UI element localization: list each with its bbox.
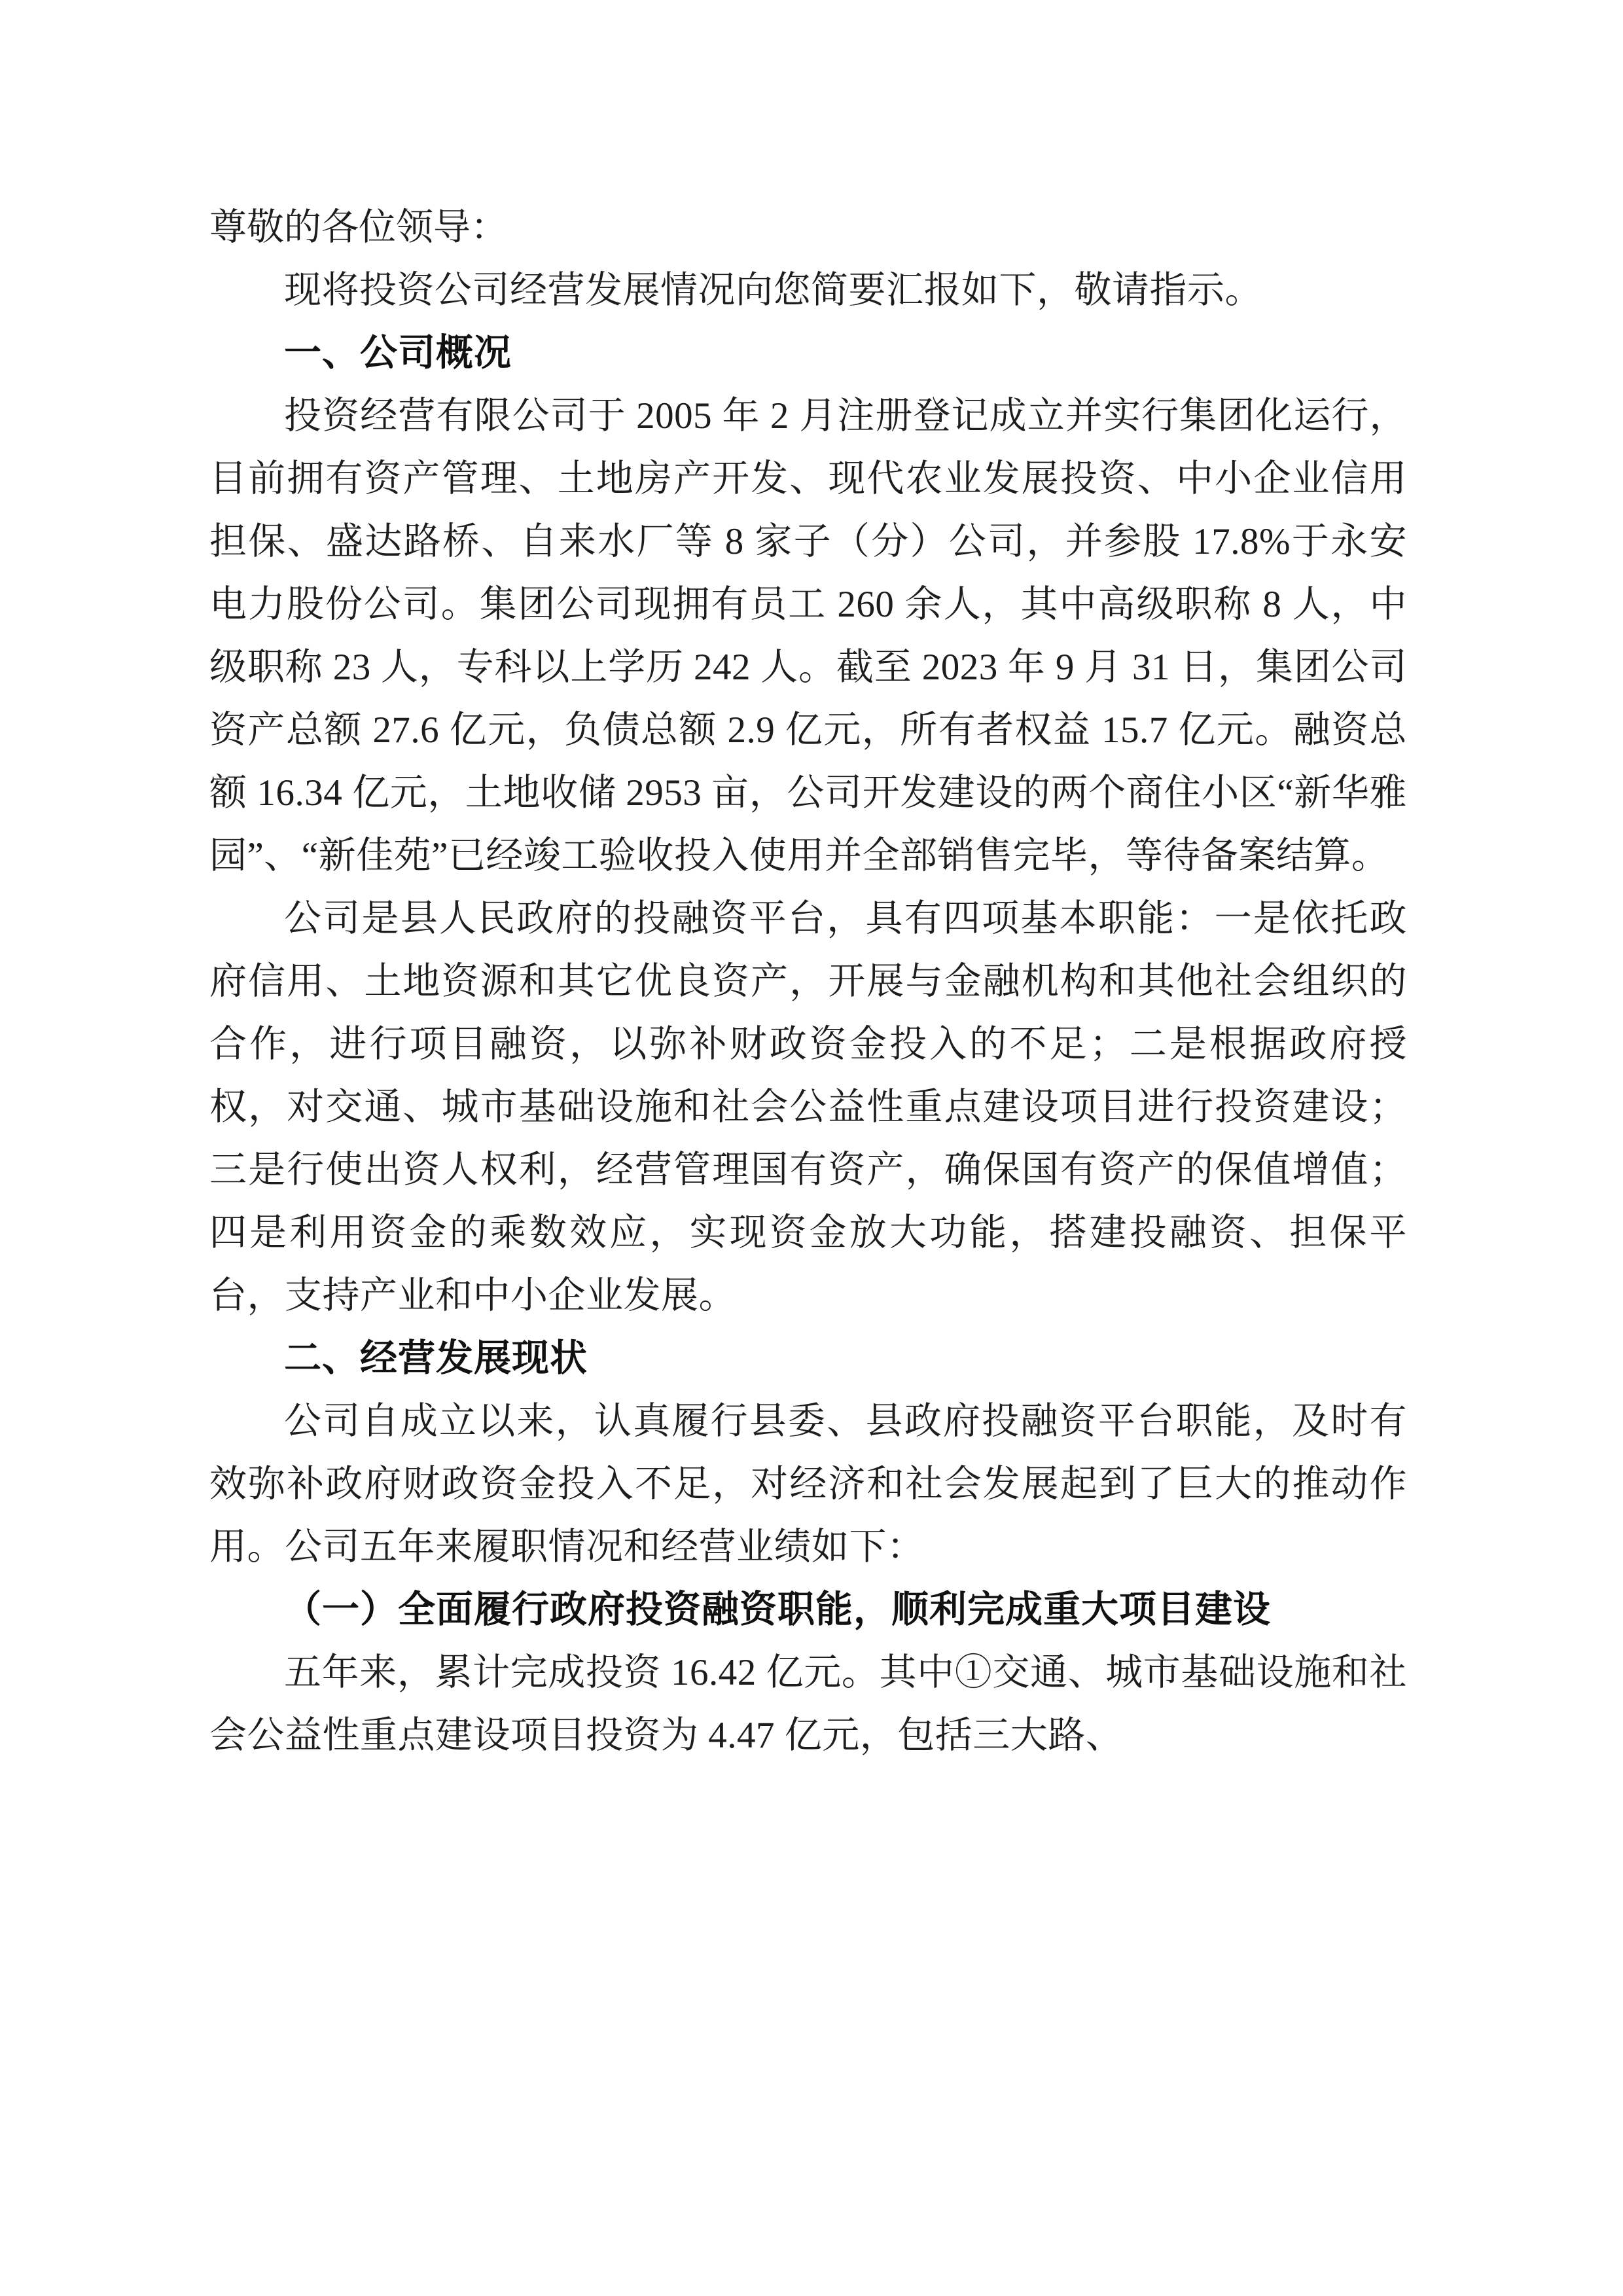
intro-paragraph: 现将投资公司经营发展情况向您简要汇报如下，敬请指示。 bbox=[284, 270, 1262, 311]
heading-operation-status: 二、经营发展现状 bbox=[284, 1338, 588, 1379]
heading-subsection-one: （一）全面履行政府投资融资职能，顺利完成重大项目建设 bbox=[284, 1589, 1271, 1630]
paragraph-performance-summary: 公司自成立以来，认真履行县委、县政府投融资平台职能，及时有效弥补政府财政资金投入不足，对经济和社会发展起到了巨大的推动作用。公司五年来履职情况和经营业绩如下： bbox=[209, 1401, 1407, 1568]
salutation-line: 尊敬的各位领导： bbox=[209, 207, 508, 248]
paragraph-investment-detail: 五年来，累计完成投资 16.42 亿元。其中①交通、城市基础设施和社会公益性重点建设项目投资为 4.47 亿元，包括三大路、 bbox=[209, 1652, 1407, 1756]
heading-company-overview: 一、公司概况 bbox=[284, 332, 512, 374]
document-body bbox=[209, 196, 1407, 1767]
paragraph-company-profile: 投资经营有限公司于 2005 年 2 月注册登记成立并实行集团化运行，目前拥有资产管理、土地房产开发、现代农业发展投资、中小企业信用担保、盛达路桥、自来水厂等 8 家子（分）公司，并参股 17.8%于永安电力股份公司。集团公司现拥有员工 260 余人，其中高级职称 8 人，中级职称 23 人，专科以上学历 242 人。截至 2023 年 9 月 31 日，集团公司资产总额 27.6 亿元，负债总额 2.9 亿元，所有者权益 15.7 亿元。融资总额 16.34 亿元，土地收储 2953 亩，公司开发建设的两个商住小区“新华雅园”、“新佳苑”已经竣工验收投入使用并全部销售完毕，等待备案结算。 bbox=[209, 395, 1407, 876]
paragraph-four-functions: 公司是县人民政府的投融资平台，具有四项基本职能：一是依托政府信用、土地资源和其它优良资产，开展与金融机构和其他社会组织的合作，进行项目融资，以弥补财政资金投入的不足；二是根据政府授权，对交通、城市基础设施和社会公益性重点建设项目进行投资建设；三是行使出资人权利，经营管理国有资产，确保国有资产的保值增值；四是利用资金的乘数效应，实现资金放大功能，搭建投融资、担保平台，支持产业和中小企业发展。 bbox=[209, 898, 1407, 1316]
